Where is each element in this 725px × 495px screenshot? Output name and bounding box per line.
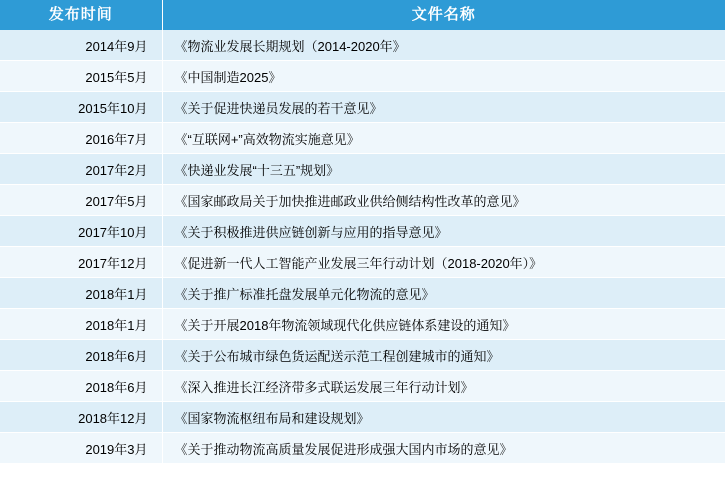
table-body — [0, 30, 725, 464]
cell-publish-date: 2018年1月 — [0, 278, 162, 309]
table-row — [0, 61, 725, 92]
column-header-name: 文件名称 — [162, 0, 725, 30]
cell-publish-date: 2018年1月 — [0, 309, 162, 340]
table-row — [0, 216, 725, 247]
cell-document-name: 《关于开展2018年物流领域现代化供应链体系建设的通知》 — [162, 309, 725, 340]
cell-publish-date: 2018年6月 — [0, 340, 162, 371]
cell-publish-date: 2018年12月 — [0, 402, 162, 433]
table-row — [0, 185, 725, 216]
cell-document-name: 《深入推进长江经济带多式联运发展三年行动计划》 — [162, 371, 725, 402]
cell-document-name: 《中国制造2025》 — [162, 61, 725, 92]
column-header-date: 发布时间 — [0, 0, 162, 30]
cell-document-name: 《“互联网+”高效物流实施意见》 — [162, 123, 725, 154]
table-row — [0, 309, 725, 340]
cell-publish-date: 2017年10月 — [0, 216, 162, 247]
cell-publish-date: 2014年9月 — [0, 30, 162, 61]
cell-document-name: 《促进新一代人工智能产业发展三年行动计划（2018-2020年）》 — [162, 247, 725, 278]
table-row — [0, 340, 725, 371]
cell-publish-date: 2017年2月 — [0, 154, 162, 185]
table-row — [0, 402, 725, 433]
table-header-row — [0, 0, 725, 30]
cell-document-name: 《关于积极推进供应链创新与应用的指导意见》 — [162, 216, 725, 247]
cell-publish-date: 2016年7月 — [0, 123, 162, 154]
table-row — [0, 123, 725, 154]
cell-publish-date: 2015年10月 — [0, 92, 162, 123]
cell-document-name: 《关于公布城市绿色货运配送示范工程创建城市的通知》 — [162, 340, 725, 371]
table-row — [0, 247, 725, 278]
table-header — [0, 0, 725, 30]
table-row — [0, 154, 725, 185]
cell-document-name: 《物流业发展长期规划（2014-2020年》 — [162, 30, 725, 61]
cell-document-name: 《国家物流枢纽布局和建设规划》 — [162, 402, 725, 433]
cell-document-name: 《快递业发展“十三五”规划》 — [162, 154, 725, 185]
cell-document-name: 《关于推动物流高质量发展促进形成强大国内市场的意见》 — [162, 433, 725, 464]
cell-publish-date: 2018年6月 — [0, 371, 162, 402]
cell-publish-date: 2017年5月 — [0, 185, 162, 216]
cell-publish-date: 2017年12月 — [0, 247, 162, 278]
table-row — [0, 433, 725, 464]
table-row — [0, 30, 725, 61]
cell-publish-date: 2015年5月 — [0, 61, 162, 92]
table-row — [0, 371, 725, 402]
cell-document-name: 《国家邮政局关于加快推进邮政业供给侧结构性改革的意见》 — [162, 185, 725, 216]
table-row — [0, 278, 725, 309]
cell-publish-date: 2019年3月 — [0, 433, 162, 464]
table-row — [0, 92, 725, 123]
cell-document-name: 《关于促进快递员发展的若干意见》 — [162, 92, 725, 123]
cell-document-name: 《关于推广标准托盘发展单元化物流的意见》 — [162, 278, 725, 309]
